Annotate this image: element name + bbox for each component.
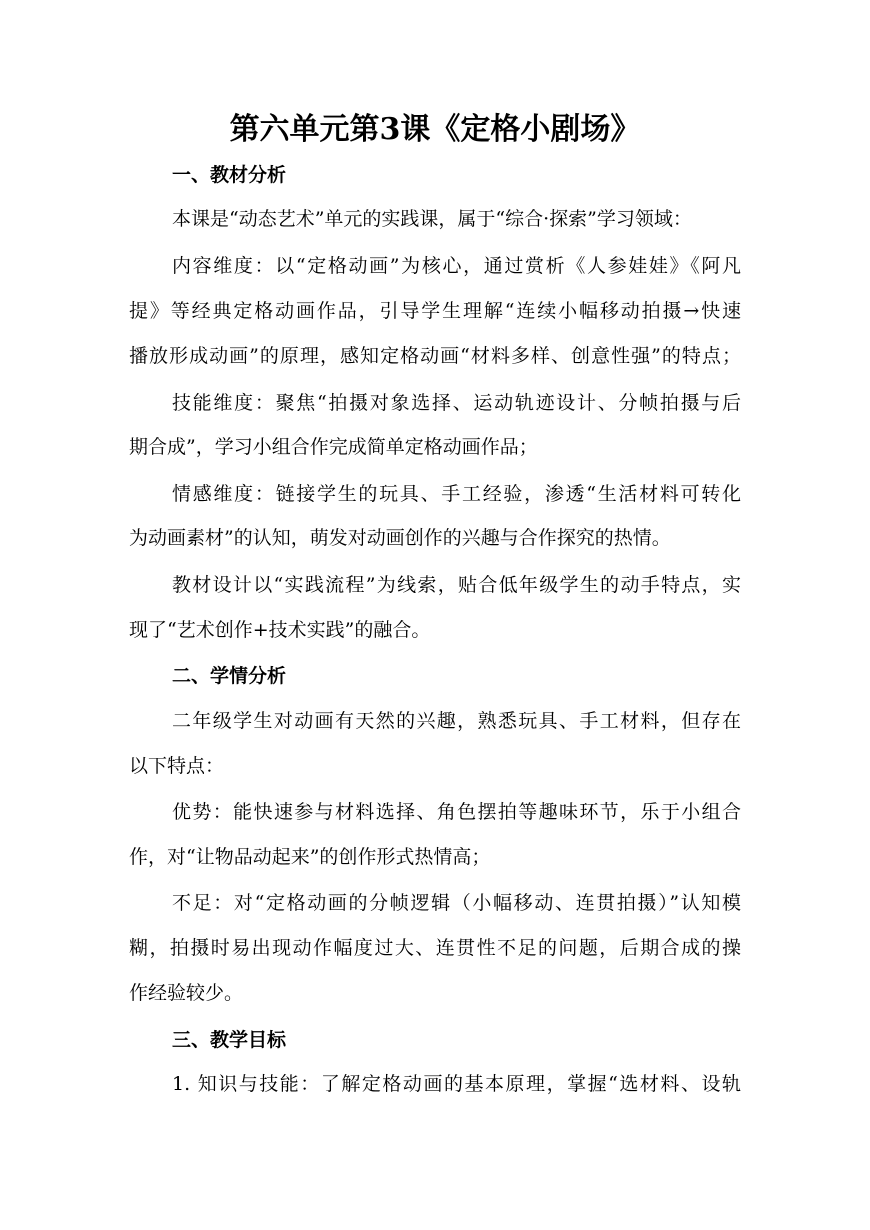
document-title: 第六单元第3课《定格小剧场》 (229, 112, 641, 147)
paragraph-line: 情感维度：链接学生的玩具、手工经验，渗透“生活材料可转化 (172, 483, 741, 505)
paragraph-line: 技能维度：聚焦“拍摄对象选择、运动轨迹设计、分帧拍摄与后 (172, 392, 741, 414)
paragraph-line: 糊，拍摄时易出现动作幅度过大、连贯性不足的问题，后期合成的操 (129, 937, 741, 959)
paragraph-line: 作，对“让物品动起来”的创作形式热情高； (129, 846, 491, 868)
section-heading-3: 三、教学目标 (172, 1029, 287, 1051)
paragraph-line: 现了“艺术创作+技术实践”的融合。 (129, 619, 431, 641)
section-heading-2: 二、学情分析 (172, 665, 287, 687)
paragraph-line: 内容维度：以“定格动画”为核心，通过赏析《人参娃娃》《阿凡 (172, 255, 741, 277)
section-heading-1: 一、教材分析 (172, 164, 287, 186)
paragraph-line: 不足：对“定格动画的分帧逻辑（小幅移动、连贯拍摄）”认知模 (172, 892, 741, 914)
paragraph-line: 本课是“动态艺术”单元的实践课，属于“综合·探索”学习领域： (172, 208, 692, 230)
paragraph-line: 期合成”，学习小组合作完成简单定格动画作品； (129, 436, 538, 458)
paragraph-line: 优势：能快速参与材料选择、角色摆拍等趣味环节，乐于小组合 (172, 801, 741, 823)
paragraph-line: 1. 知识与技能：了解定格动画的基本原理，掌握“选材料、设轨 (172, 1073, 741, 1095)
paragraph-line: 以下特点： (129, 755, 225, 777)
paragraph-line: 为动画素材”的认知，萌发对动画创作的兴趣与合作探究的热情。 (129, 527, 671, 549)
paragraph-line: 播放形成动画”的原理，感知定格动画“材料多样、创意性强”的特点； (129, 345, 741, 367)
paragraph-line: 教材设计以“实践流程”为线索，贴合低年级学生的动手特点，实 (172, 574, 741, 596)
paragraph-line: 作经验较少。 (129, 982, 244, 1004)
paragraph-line: 提》等经典定格动画作品，引导学生理解“连续小幅移动拍摄→快速 (129, 300, 741, 322)
paragraph-line: 二年级学生对动画有天然的兴趣，熟悉玩具、手工材料，但存在 (172, 710, 741, 732)
